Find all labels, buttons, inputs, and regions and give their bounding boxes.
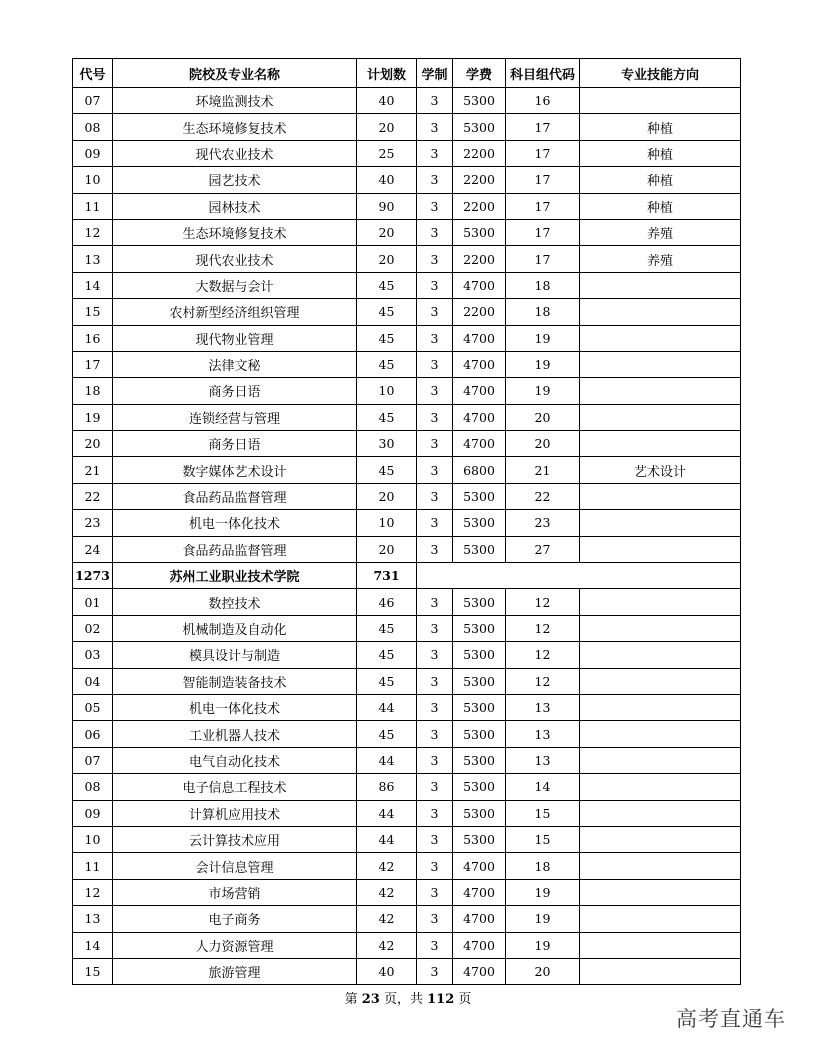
cell-fee: 4700 <box>453 932 506 958</box>
header-name: 院校及专业名称 <box>113 59 357 88</box>
cell-fee: 4700 <box>453 272 506 298</box>
cell-years: 3 <box>417 378 453 404</box>
cell-group-code: 14 <box>506 774 580 800</box>
cell-major-name: 市场营销 <box>113 879 357 905</box>
footer-prefix: 第 <box>344 992 362 1007</box>
school-code: 1273 <box>73 563 113 589</box>
cell-major-name: 机械制造及自动化 <box>113 615 357 641</box>
school-plan-total: 731 <box>357 563 417 589</box>
cell-fee: 4700 <box>453 879 506 905</box>
cell-group-code: 22 <box>506 483 580 509</box>
cell-code: 12 <box>73 879 113 905</box>
cell-plan: 86 <box>357 774 417 800</box>
cell-plan: 44 <box>357 747 417 773</box>
cell-major-name: 现代农业技术 <box>113 140 357 166</box>
cell-years: 3 <box>417 431 453 457</box>
cell-code: 08 <box>73 114 113 140</box>
cell-fee: 4700 <box>453 378 506 404</box>
cell-years: 3 <box>417 404 453 430</box>
table-row <box>73 721 741 747</box>
cell-group-code: 20 <box>506 958 580 984</box>
cell-group-code: 12 <box>506 589 580 615</box>
cell-skill <box>580 536 741 562</box>
table-row <box>73 510 741 536</box>
table-row <box>73 826 741 852</box>
table-row <box>73 431 741 457</box>
cell-plan: 42 <box>357 906 417 932</box>
cell-code: 15 <box>73 299 113 325</box>
table-row <box>73 483 741 509</box>
cell-group-code: 20 <box>506 404 580 430</box>
cell-code: 02 <box>73 615 113 641</box>
cell-group-code: 17 <box>506 167 580 193</box>
cell-plan: 40 <box>357 167 417 193</box>
cell-group-code: 18 <box>506 272 580 298</box>
cell-plan: 45 <box>357 721 417 747</box>
cell-years: 3 <box>417 167 453 193</box>
cell-code: 10 <box>73 167 113 193</box>
cell-group-code: 12 <box>506 642 580 668</box>
cell-code: 13 <box>73 246 113 272</box>
cell-skill: 养殖 <box>580 219 741 245</box>
table-row <box>73 853 741 879</box>
table-row <box>73 668 741 694</box>
cell-code: 08 <box>73 774 113 800</box>
cell-fee: 4700 <box>453 404 506 430</box>
cell-group-code: 18 <box>506 299 580 325</box>
cell-group-code: 13 <box>506 694 580 720</box>
cell-fee: 4700 <box>453 325 506 351</box>
cell-skill: 种植 <box>580 140 741 166</box>
cell-skill <box>580 351 741 377</box>
cell-skill <box>580 694 741 720</box>
cell-skill <box>580 272 741 298</box>
header-group: 科目组代码 <box>506 59 580 88</box>
cell-skill: 种植 <box>580 193 741 219</box>
cell-years: 3 <box>417 88 453 114</box>
table-row <box>73 958 741 984</box>
cell-code: 05 <box>73 694 113 720</box>
cell-group-code: 17 <box>506 219 580 245</box>
table-row <box>73 246 741 272</box>
cell-plan: 20 <box>357 219 417 245</box>
cell-major-name: 生态环境修复技术 <box>113 114 357 140</box>
cell-plan: 44 <box>357 826 417 852</box>
cell-fee: 5300 <box>453 589 506 615</box>
cell-group-code: 19 <box>506 879 580 905</box>
cell-years: 3 <box>417 615 453 641</box>
cell-years: 3 <box>417 219 453 245</box>
cell-fee: 5300 <box>453 219 506 245</box>
cell-code: 04 <box>73 668 113 694</box>
cell-years: 3 <box>417 826 453 852</box>
cell-skill <box>580 325 741 351</box>
footer-page-number: 23 <box>361 992 380 1007</box>
cell-plan: 44 <box>357 694 417 720</box>
cell-years: 3 <box>417 668 453 694</box>
school-name: 苏州工业职业技术学院 <box>113 563 357 589</box>
table-row <box>73 906 741 932</box>
cell-years: 3 <box>417 958 453 984</box>
cell-skill <box>580 774 741 800</box>
cell-major-name: 模具设计与制造 <box>113 642 357 668</box>
cell-skill <box>580 589 741 615</box>
cell-code: 14 <box>73 272 113 298</box>
cell-fee: 5300 <box>453 721 506 747</box>
cell-fee: 4700 <box>453 431 506 457</box>
cell-years: 3 <box>417 510 453 536</box>
cell-major-name: 云计算技术应用 <box>113 826 357 852</box>
cell-code: 09 <box>73 800 113 826</box>
footer-total-pages: 112 <box>427 992 455 1007</box>
cell-group-code: 17 <box>506 193 580 219</box>
cell-group-code: 12 <box>506 668 580 694</box>
cell-fee: 5300 <box>453 510 506 536</box>
cell-plan: 45 <box>357 325 417 351</box>
table-row <box>73 694 741 720</box>
watermark-text: 高考直通车 <box>676 1007 786 1031</box>
cell-major-name: 食品药品监督管理 <box>113 536 357 562</box>
cell-skill <box>580 299 741 325</box>
cell-fee: 5300 <box>453 88 506 114</box>
cell-plan: 90 <box>357 193 417 219</box>
cell-skill <box>580 853 741 879</box>
cell-group-code: 27 <box>506 536 580 562</box>
cell-major-name: 计算机应用技术 <box>113 800 357 826</box>
cell-skill <box>580 826 741 852</box>
cell-major-name: 法律文秘 <box>113 351 357 377</box>
cell-major-name: 食品药品监督管理 <box>113 483 357 509</box>
cell-years: 3 <box>417 853 453 879</box>
table-row <box>73 774 741 800</box>
cell-major-name: 现代农业技术 <box>113 246 357 272</box>
table-row <box>73 879 741 905</box>
cell-fee: 4700 <box>453 958 506 984</box>
cell-fee: 4700 <box>453 853 506 879</box>
table-row <box>73 219 741 245</box>
table-row <box>73 932 741 958</box>
cell-skill <box>580 721 741 747</box>
header-code: 代号 <box>73 59 113 88</box>
cell-plan: 10 <box>357 378 417 404</box>
cell-group-code: 15 <box>506 800 580 826</box>
cell-group-code: 19 <box>506 325 580 351</box>
cell-fee: 2200 <box>453 140 506 166</box>
cell-years: 3 <box>417 351 453 377</box>
cell-skill: 养殖 <box>580 246 741 272</box>
cell-major-name: 机电一体化技术 <box>113 694 357 720</box>
table-row <box>73 536 741 562</box>
cell-code: 14 <box>73 932 113 958</box>
cell-plan: 45 <box>357 615 417 641</box>
cell-years: 3 <box>417 747 453 773</box>
table-row <box>73 457 741 483</box>
cell-code: 11 <box>73 853 113 879</box>
cell-skill <box>580 483 741 509</box>
table-row <box>73 404 741 430</box>
cell-plan: 45 <box>357 404 417 430</box>
cell-plan: 20 <box>357 246 417 272</box>
enrollment-plan-table <box>72 58 741 985</box>
cell-skill <box>580 642 741 668</box>
cell-major-name: 连锁经营与管理 <box>113 404 357 430</box>
cell-fee: 2200 <box>453 193 506 219</box>
cell-code: 01 <box>73 589 113 615</box>
cell-group-code: 19 <box>506 932 580 958</box>
cell-major-name: 生态环境修复技术 <box>113 219 357 245</box>
cell-years: 3 <box>417 299 453 325</box>
cell-group-code: 19 <box>506 906 580 932</box>
cell-major-name: 工业机器人技术 <box>113 721 357 747</box>
table-row <box>73 589 741 615</box>
cell-years: 3 <box>417 457 453 483</box>
cell-code: 20 <box>73 431 113 457</box>
cell-fee: 2200 <box>453 167 506 193</box>
table-row <box>73 114 741 140</box>
cell-group-code: 15 <box>506 826 580 852</box>
cell-plan: 40 <box>357 958 417 984</box>
table-row <box>73 325 741 351</box>
cell-group-code: 18 <box>506 853 580 879</box>
cell-plan: 10 <box>357 510 417 536</box>
cell-plan: 44 <box>357 800 417 826</box>
cell-major-name: 商务日语 <box>113 431 357 457</box>
school-row <box>73 563 741 589</box>
cell-plan: 45 <box>357 272 417 298</box>
cell-skill <box>580 747 741 773</box>
cell-years: 3 <box>417 589 453 615</box>
cell-skill: 种植 <box>580 114 741 140</box>
cell-years: 3 <box>417 140 453 166</box>
cell-code: 17 <box>73 351 113 377</box>
cell-years: 3 <box>417 694 453 720</box>
cell-major-name: 会计信息管理 <box>113 853 357 879</box>
cell-plan: 20 <box>357 536 417 562</box>
cell-major-name: 数字媒体艺术设计 <box>113 457 357 483</box>
cell-code: 22 <box>73 483 113 509</box>
cell-years: 3 <box>417 906 453 932</box>
cell-code: 15 <box>73 958 113 984</box>
cell-fee: 4700 <box>453 351 506 377</box>
cell-code: 11 <box>73 193 113 219</box>
cell-major-name: 园林技术 <box>113 193 357 219</box>
cell-code: 10 <box>73 826 113 852</box>
cell-group-code: 13 <box>506 747 580 773</box>
cell-group-code: 19 <box>506 351 580 377</box>
cell-skill <box>580 88 741 114</box>
header-years: 学制 <box>417 59 453 88</box>
cell-skill: 艺术设计 <box>580 457 741 483</box>
cell-major-name: 环境监测技术 <box>113 88 357 114</box>
cell-fee: 5300 <box>453 483 506 509</box>
table-body <box>73 88 741 985</box>
cell-skill <box>580 668 741 694</box>
cell-fee: 5300 <box>453 774 506 800</box>
cell-major-name: 机电一体化技术 <box>113 510 357 536</box>
header-fee: 学费 <box>453 59 506 88</box>
cell-plan: 42 <box>357 932 417 958</box>
cell-plan: 45 <box>357 351 417 377</box>
cell-years: 3 <box>417 932 453 958</box>
cell-fee: 5300 <box>453 694 506 720</box>
cell-years: 3 <box>417 879 453 905</box>
cell-plan: 30 <box>357 431 417 457</box>
cell-fee: 2200 <box>453 246 506 272</box>
cell-skill <box>580 958 741 984</box>
cell-group-code: 23 <box>506 510 580 536</box>
cell-skill <box>580 404 741 430</box>
cell-plan: 20 <box>357 114 417 140</box>
cell-plan: 45 <box>357 642 417 668</box>
table-header-row <box>73 59 741 88</box>
table-row <box>73 167 741 193</box>
cell-code: 07 <box>73 88 113 114</box>
table-row <box>73 351 741 377</box>
cell-years: 3 <box>417 800 453 826</box>
table-row <box>73 615 741 641</box>
cell-fee: 5300 <box>453 536 506 562</box>
cell-skill <box>580 378 741 404</box>
cell-group-code: 20 <box>506 431 580 457</box>
cell-major-name: 大数据与会计 <box>113 272 357 298</box>
cell-group-code: 17 <box>506 246 580 272</box>
cell-code: 23 <box>73 510 113 536</box>
cell-group-code: 17 <box>506 114 580 140</box>
cell-major-name: 电气自动化技术 <box>113 747 357 773</box>
cell-fee: 5300 <box>453 826 506 852</box>
cell-plan: 45 <box>357 668 417 694</box>
cell-skill <box>580 906 741 932</box>
table-row <box>73 299 741 325</box>
cell-fee: 2200 <box>453 299 506 325</box>
cell-fee: 5300 <box>453 747 506 773</box>
cell-group-code: 19 <box>506 378 580 404</box>
cell-plan: 25 <box>357 140 417 166</box>
cell-plan: 20 <box>357 483 417 509</box>
cell-fee: 5300 <box>453 800 506 826</box>
school-row-blank <box>417 563 741 589</box>
cell-skill <box>580 510 741 536</box>
cell-code: 07 <box>73 747 113 773</box>
table-row <box>73 272 741 298</box>
cell-group-code: 17 <box>506 140 580 166</box>
header-plan: 计划数 <box>357 59 417 88</box>
cell-fee: 4700 <box>453 906 506 932</box>
footer-suffix: 页 <box>454 992 472 1007</box>
cell-plan: 40 <box>357 88 417 114</box>
cell-plan: 46 <box>357 589 417 615</box>
cell-years: 3 <box>417 483 453 509</box>
cell-major-name: 人力资源管理 <box>113 932 357 958</box>
table-row <box>73 747 741 773</box>
table-row <box>73 642 741 668</box>
cell-years: 3 <box>417 774 453 800</box>
cell-years: 3 <box>417 246 453 272</box>
cell-plan: 45 <box>357 299 417 325</box>
cell-years: 3 <box>417 642 453 668</box>
cell-major-name: 农村新型经济组织管理 <box>113 299 357 325</box>
cell-plan: 42 <box>357 879 417 905</box>
cell-plan: 45 <box>357 457 417 483</box>
footer-middle: 页，共 <box>379 992 428 1007</box>
cell-code: 24 <box>73 536 113 562</box>
cell-skill: 种植 <box>580 167 741 193</box>
table-row <box>73 378 741 404</box>
cell-major-name: 园艺技术 <box>113 167 357 193</box>
cell-code: 16 <box>73 325 113 351</box>
cell-major-name: 电子信息工程技术 <box>113 774 357 800</box>
cell-skill <box>580 615 741 641</box>
cell-fee: 6800 <box>453 457 506 483</box>
cell-years: 3 <box>417 193 453 219</box>
cell-code: 21 <box>73 457 113 483</box>
cell-major-name: 电子商务 <box>113 906 357 932</box>
cell-major-name: 智能制造装备技术 <box>113 668 357 694</box>
cell-fee: 5300 <box>453 668 506 694</box>
cell-major-name: 数控技术 <box>113 589 357 615</box>
cell-years: 3 <box>417 114 453 140</box>
table-row <box>73 800 741 826</box>
cell-plan: 42 <box>357 853 417 879</box>
table-row <box>73 140 741 166</box>
header-skill: 专业技能方向 <box>580 59 741 88</box>
table-row <box>73 193 741 219</box>
cell-group-code: 16 <box>506 88 580 114</box>
table-row <box>73 88 741 114</box>
cell-fee: 5300 <box>453 642 506 668</box>
cell-group-code: 13 <box>506 721 580 747</box>
cell-code: 12 <box>73 219 113 245</box>
cell-skill <box>580 932 741 958</box>
cell-code: 19 <box>73 404 113 430</box>
cell-years: 3 <box>417 721 453 747</box>
cell-major-name: 现代物业管理 <box>113 325 357 351</box>
cell-years: 3 <box>417 272 453 298</box>
cell-code: 06 <box>73 721 113 747</box>
cell-skill <box>580 879 741 905</box>
cell-group-code: 12 <box>506 615 580 641</box>
cell-code: 18 <box>73 378 113 404</box>
cell-major-name: 商务日语 <box>113 378 357 404</box>
cell-fee: 5300 <box>453 615 506 641</box>
cell-major-name: 旅游管理 <box>113 958 357 984</box>
cell-code: 09 <box>73 140 113 166</box>
cell-years: 3 <box>417 536 453 562</box>
cell-code: 13 <box>73 906 113 932</box>
cell-code: 03 <box>73 642 113 668</box>
cell-fee: 5300 <box>453 114 506 140</box>
cell-years: 3 <box>417 325 453 351</box>
cell-skill <box>580 431 741 457</box>
cell-group-code: 21 <box>506 457 580 483</box>
cell-skill <box>580 800 741 826</box>
